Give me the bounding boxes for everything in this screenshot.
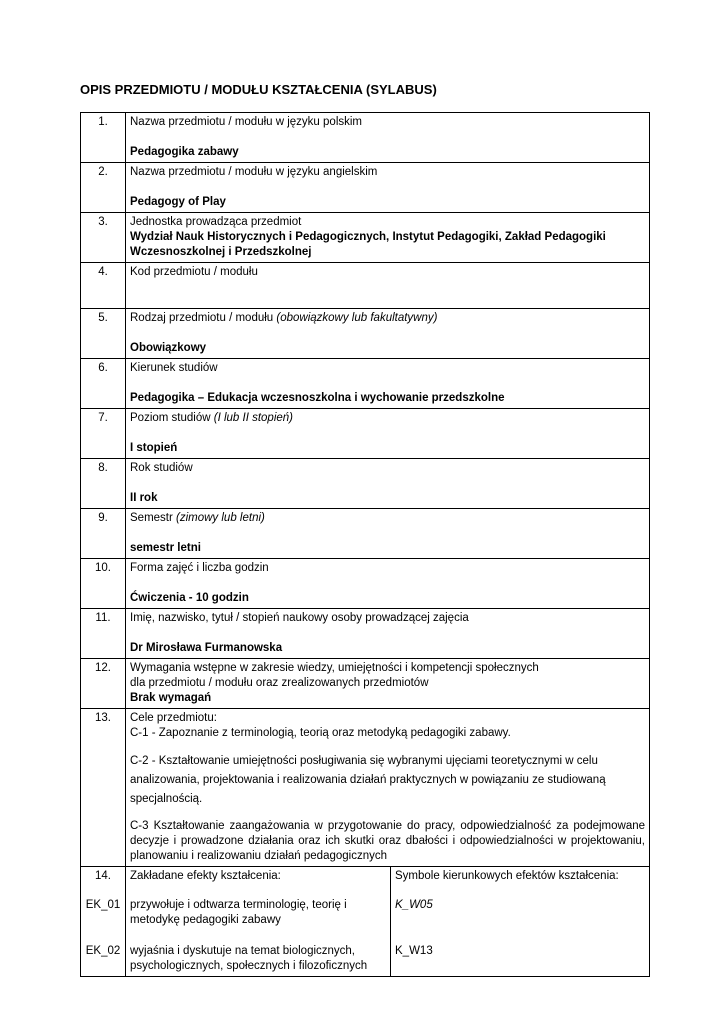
effect-code: EK_01 (81, 886, 126, 930)
row-content (126, 113, 650, 163)
row-content (126, 459, 650, 509)
effect-symbol: K_W05 (391, 886, 650, 930)
row-content (126, 409, 650, 459)
row-label (130, 611, 645, 626)
row-label (130, 511, 645, 526)
goal-c3: C-3 Kształtowanie zaangażowania w przygotowanie do pracy, odpowiedzialność za podejmowane decyzje i prowadzone działania oraz ich skutki oraz dbałości i odpowiedzialności w projektowaniu, planowaniu i realizowaniu działań pedagogicznych (130, 820, 646, 862)
effects-header-row (81, 867, 650, 887)
row-value: Obowiązkowy (130, 342, 207, 354)
table-row (81, 163, 650, 213)
table-row (81, 309, 650, 359)
row-label-text: Wymagania wstępne w zakresie wiedzy, umiejętności i kompetencji społecznych (130, 662, 539, 674)
row-number: 11. (81, 609, 126, 659)
row-number: 4. (81, 263, 126, 309)
row-number: 7. (81, 409, 126, 459)
table-row (81, 409, 650, 459)
row-label (130, 115, 645, 130)
row-label (130, 265, 645, 280)
row-label (130, 661, 645, 676)
row-value: Pedagogika – Edukacja wczesnoszkolna i wychowanie przedszkolne (130, 392, 505, 404)
row-value: Brak wymagań (130, 692, 212, 704)
row-label (130, 461, 645, 476)
row-label-text: Rodzaj przedmiotu / modułu (130, 312, 277, 324)
table-row (81, 113, 650, 163)
row-value: Pedagogy of Play (130, 196, 226, 208)
row-content (126, 263, 650, 309)
row-content (126, 609, 650, 659)
goal-c1: C-1 - Zapoznanie z terminologią, teorią oraz metodyką pedagogiki zabawy. (130, 727, 511, 739)
row-value: Ćwiczenia - 10 godzin (130, 592, 249, 604)
table-row (81, 359, 650, 409)
row-content (126, 659, 650, 709)
row-label-hint: (zimowy lub letni) (176, 512, 265, 524)
row-number: 9. (81, 509, 126, 559)
goals-row (81, 709, 650, 867)
effects-header-left: Zakładane efekty kształcenia: (126, 867, 391, 887)
row-label (130, 311, 645, 326)
row-label-text: Semestr (130, 512, 177, 524)
row-label-text: Rok studiów (130, 462, 193, 474)
table-row (81, 459, 650, 509)
row-label-text: Kierunek studiów (130, 362, 218, 374)
row-number: 1. (81, 113, 126, 163)
row-content (126, 359, 650, 409)
row-number: 12. (81, 659, 126, 709)
goals-label: Cele przedmiotu: (130, 712, 217, 724)
row-label-text: Forma zajęć i liczba godzin (130, 562, 269, 574)
row-value: Wydział Nauk Historycznych i Pedagogicznych, Instytut Pedagogiki, Zakład Pedagogiki Wczesnoszkolnej i Przedszkolnej (130, 231, 606, 258)
row-label (130, 411, 645, 426)
row-label-text: Nazwa przedmiotu / modułu w języku polskim (130, 116, 363, 128)
row-label-text: Jednostka prowadząca przedmiot (130, 216, 302, 228)
syllabus-table (80, 112, 650, 977)
row-content (126, 309, 650, 359)
row-value: Dr Mirosława Furmanowska (130, 642, 283, 654)
row-label (130, 165, 645, 180)
row-label-text: Nazwa przedmiotu / modułu w języku angielskim (130, 166, 378, 178)
effect-row (81, 930, 650, 977)
row-number: 6. (81, 359, 126, 409)
row-value: I stopień (130, 442, 178, 454)
row-label-hint: (obowiązkowy lub fakultatywny) (276, 312, 438, 324)
effect-symbol: K_W13 (391, 930, 650, 977)
row-label-text: Poziom studiów (130, 412, 214, 424)
row-content (126, 163, 650, 213)
effects-header-right: Symbole kierunkowych efektów kształcenia: (391, 867, 650, 887)
table-row (81, 263, 650, 309)
row-number: 5. (81, 309, 126, 359)
row-label (130, 215, 645, 230)
row-label (130, 361, 645, 376)
row-number: 3. (81, 213, 126, 263)
row-number: 13. (81, 709, 126, 867)
effect-text: wyjaśnia i dyskutuje na temat biologicznych, psychologicznych, społecznych i filozoficznych (126, 930, 391, 977)
goal-c2: C-2 - Kształtowanie umiejętności posługiwania się wybranymi ujęciami teoretycznymi w celu analizowania, projektowania i realizowania działań praktycznych w powiązaniu ze studiowaną specjalnością. (130, 755, 606, 805)
row-value: Pedagogika zabawy (130, 146, 239, 158)
row-number: 8. (81, 459, 126, 509)
row-number: 14. (81, 867, 126, 887)
document-title: OPIS PRZEDMIOTU / MODUŁU KSZTAŁCENIA (SYLABUS) (80, 82, 437, 97)
row-label-hint: (I lub II stopień) (213, 412, 293, 424)
table-row (81, 213, 650, 263)
effect-text: przywołuje i odtwarza terminologię, teorię i metodykę pedagogiki zabawy (126, 886, 391, 930)
row-number: 10. (81, 559, 126, 609)
row-content (126, 213, 650, 263)
table-row (81, 559, 650, 609)
row-label-line2: dla przedmiotu / modułu oraz zrealizowanych przedmiotów (130, 677, 429, 689)
table-row (81, 609, 650, 659)
effect-row (81, 886, 650, 930)
row-number: 2. (81, 163, 126, 213)
goals-content (126, 709, 650, 867)
table-row (81, 509, 650, 559)
row-label-text: Imię, nazwisko, tytuł / stopień naukowy osoby prowadzącej zajęcia (130, 612, 469, 624)
row-value: semestr letni (130, 542, 201, 554)
effect-code: EK_02 (81, 930, 126, 977)
row-label-text: Kod przedmiotu / modułu (130, 266, 258, 278)
row-value: II rok (130, 492, 158, 504)
row-content (126, 559, 650, 609)
row-content (126, 509, 650, 559)
table-row (81, 659, 650, 709)
row-label (130, 561, 645, 576)
